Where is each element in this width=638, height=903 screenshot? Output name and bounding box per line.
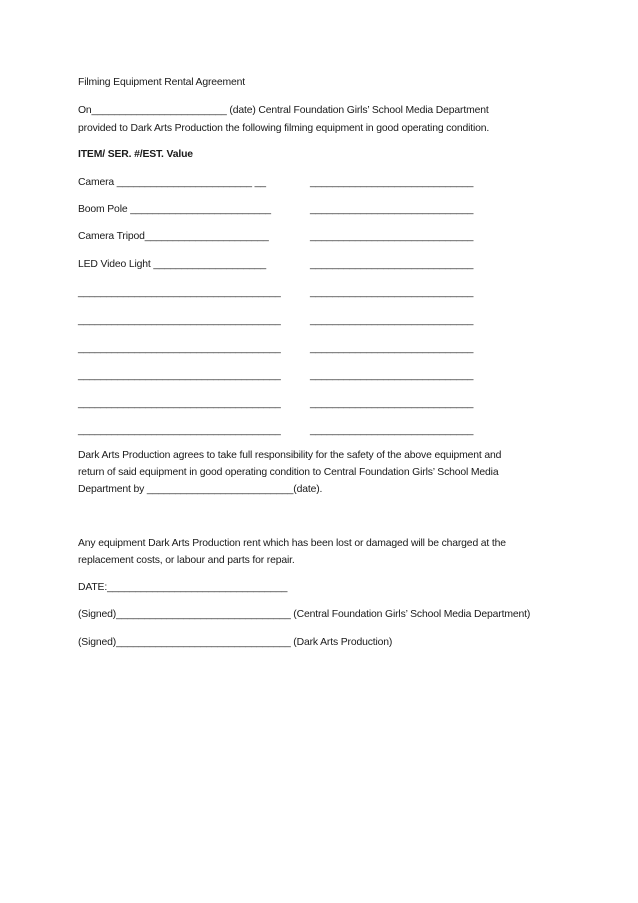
damage-line-2: replacement costs, or labour and parts for repair. <box>78 555 295 566</box>
equipment-row-value: _____________________________ <box>310 287 474 298</box>
equipment-row-value: _____________________________ <box>310 231 474 242</box>
equipment-row-value: _____________________________ <box>310 370 474 381</box>
equipment-row <box>78 397 478 411</box>
responsibility-line-1: Dark Arts Production agrees to take full responsibility for the safety of the above equipment and <box>78 450 502 461</box>
equipment-row-value: _____________________________ <box>310 259 474 270</box>
equipment-row <box>78 176 478 190</box>
document-title: Filming Equipment Rental Agreement <box>78 77 246 88</box>
equipment-row-value: _____________________________ <box>310 398 474 409</box>
equipment-row <box>78 342 478 356</box>
equipment-row <box>78 314 478 328</box>
signature-production: (Signed)_______________________________ (Dark Arts Production) <box>78 637 393 648</box>
equipment-row <box>78 424 478 438</box>
equipment-row-value: _____________________________ <box>310 177 474 188</box>
equipment-row-item: Camera Tripod______________________ <box>78 231 269 242</box>
equipment-row <box>78 203 478 217</box>
table-header: ITEM/ SER. #/EST. Value <box>78 149 193 160</box>
equipment-row-item: ____________________________________ <box>78 343 281 354</box>
equipment-row-item: LED Video Light ____________________ <box>78 259 266 270</box>
equipment-row-value: _____________________________ <box>310 204 474 215</box>
damage-line-1: Any equipment Dark Arts Production rent which has been lost or damaged will be charged at the <box>78 538 506 549</box>
equipment-row-item: Camera ________________________ __ <box>78 177 266 188</box>
equipment-row-value: _____________________________ <box>310 315 474 326</box>
equipment-row-item: Boom Pole _________________________ <box>78 204 271 215</box>
equipment-row-item: ____________________________________ <box>78 425 281 436</box>
responsibility-line-3: Department by __________________________(date). <box>78 484 323 495</box>
signature-school: (Signed)_______________________________ (Central Foundation Girls’ School Media Department) <box>78 609 531 620</box>
equipment-row <box>78 369 478 383</box>
responsibility-line-2: return of said equipment in good operating condition to Central Foundation Girls’ School Media <box>78 467 499 478</box>
equipment-row <box>78 258 478 272</box>
equipment-row-value: _____________________________ <box>310 343 474 354</box>
equipment-row-value: _____________________________ <box>310 425 474 436</box>
equipment-row-item: ____________________________________ <box>78 370 281 381</box>
intro-line-1: On________________________ (date) Central Foundation Girls’ School Media Department <box>78 105 489 116</box>
equipment-row <box>78 230 478 244</box>
equipment-row-item: ____________________________________ <box>78 398 281 409</box>
date-line: DATE:________________________________ <box>78 582 288 593</box>
intro-line-2: provided to Dark Arts Production the following filming equipment in good operating condition. <box>78 123 490 134</box>
equipment-row-item: ____________________________________ <box>78 287 281 298</box>
equipment-row <box>78 286 478 300</box>
equipment-row-item: ____________________________________ <box>78 315 281 326</box>
